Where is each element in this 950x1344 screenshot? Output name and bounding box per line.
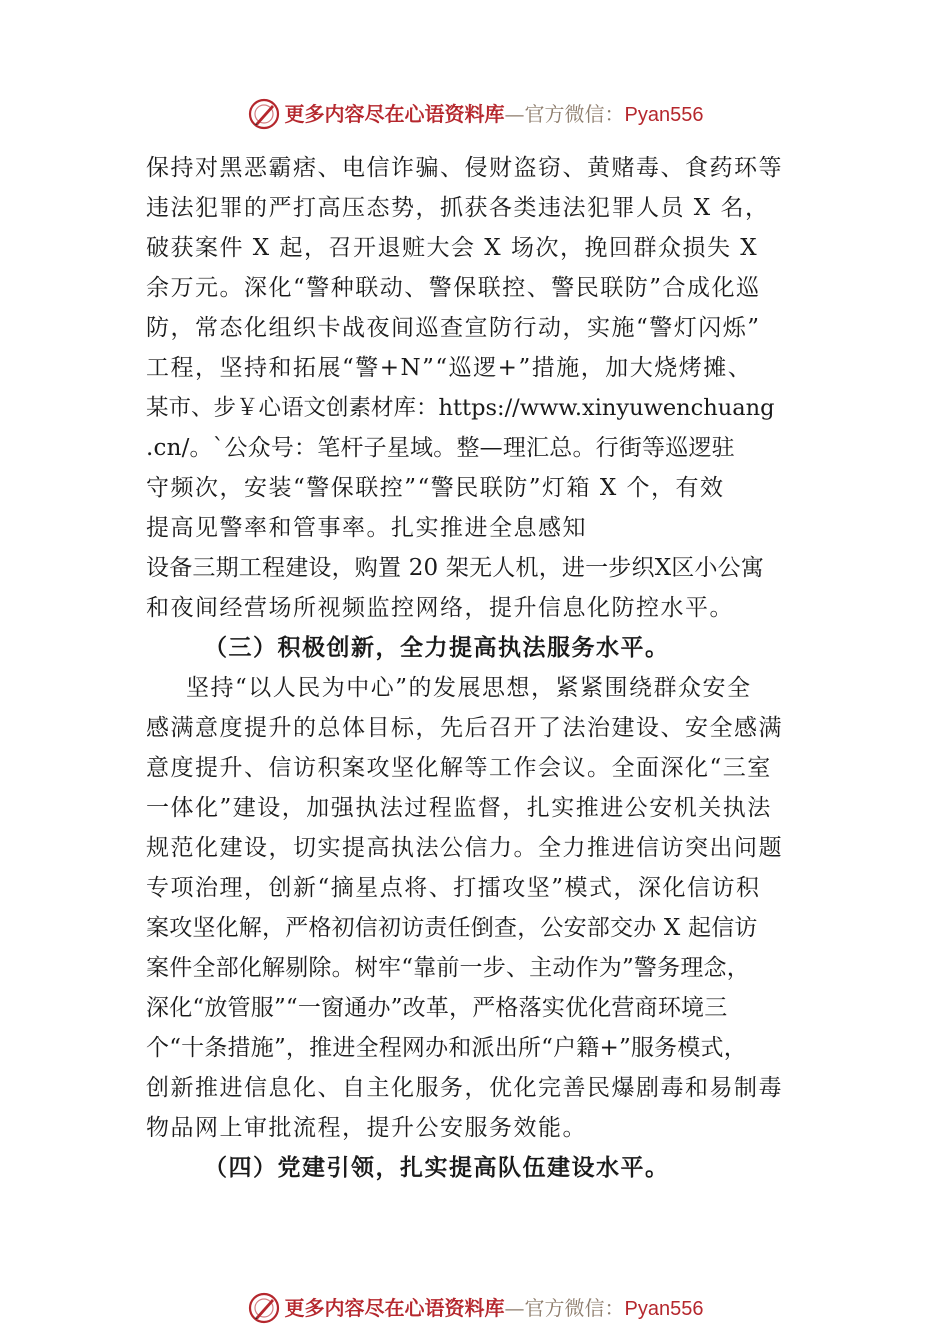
body-line: 案件全部化解剔除。树牢“靠前一步、主动作为”警务理念， [146, 955, 750, 981]
watermark-separator: — [504, 1295, 525, 1320]
body-line: 规范化建设，切实提高执法公信力。全力推进信访突出问题 [146, 835, 783, 861]
footer-watermark [0, 1288, 950, 1328]
watermark-label: 官方微信： [524, 101, 625, 126]
body-line: 物品网上审批流程，提升公安服务效能。 [146, 1115, 587, 1141]
brush-logo-icon [247, 1291, 281, 1325]
watermark-text [285, 97, 704, 132]
body-line: 保持对黑恶霸痞、电信诈骗、侵财盗窃、黄赌毒、食药环等 [146, 155, 783, 181]
section-heading: （三）积极创新，全力提高执法服务水平。 [204, 634, 670, 661]
body-line: 余万元。深化“警种联动、警保联控、警民联防”合成化巡 [146, 275, 761, 301]
watermark-text [285, 1291, 704, 1326]
watermark-main: 更多内容尽在心语资料库 [284, 101, 505, 126]
body-line: 破获案件 X 起，召开退赃大会 X 场次，挽回群众损失 X [146, 235, 759, 261]
document-body [146, 148, 814, 1188]
watermark-main: 更多内容尽在心语资料库 [284, 1295, 505, 1320]
body-line: 坚持“以人民为中心”的发展思想，紧紧围绕群众安全 [186, 675, 752, 701]
body-line: 深化“放管服”“一窗通办”改革，严格落实优化营商环境三 [146, 995, 728, 1021]
header-watermark [0, 94, 950, 134]
body-line: 和夜间经营场所视频监控网络，提升信息化防控水平。 [146, 595, 734, 621]
body-line: 某市、步￥心语文创素材库：https://www.xinyuwenchuang [146, 395, 775, 421]
body-line: 设备三期工程建设，购置 20 架无人机，进一步织X区小公寓 [146, 555, 765, 581]
section-heading: （四）党建引领，扎实提高队伍建设水平。 [204, 1154, 670, 1181]
body-line: 防，常态化组织卡战夜间巡查宣防行动，实施“警灯闪烁” [146, 315, 761, 341]
body-line: 案攻坚化解，严格初信初访责任倒查，公安部交办 X 起信访 [146, 915, 758, 941]
body-line: 意度提升、信访积案攻坚化解等工作会议。全面深化“三室 [146, 755, 772, 781]
body-line: 个“十条措施”，推进全程网办和派出所“户籍+”服务模式， [146, 1035, 747, 1061]
watermark-label: 官方微信： [524, 1295, 625, 1320]
body-line: .cn/。`公众号：笔杆子星域。整—理汇总。行街等巡逻驻 [146, 435, 735, 461]
body-line: 专项治理，创新“摘星点将、打擂攻坚”模式，深化信访积 [146, 875, 761, 901]
watermark-separator: — [504, 101, 525, 126]
body-line: 一体化”建设，加强执法过程监督，扎实推进公安机关执法 [146, 795, 772, 821]
body-line: 创新推进信息化、自主化服务，优化完善民爆剧毒和易制毒 [146, 1075, 783, 1101]
body-line: 提高见警率和管事率。扎实推进全息感知 [146, 515, 587, 541]
body-line: 违法犯罪的严打高压态势，抓获各类违法犯罪人员 X 名， [146, 195, 770, 221]
body-line: 守频次，安装“警保联控”“警民联防”灯箱 X 个，有效 [146, 475, 725, 501]
brush-logo-icon [247, 97, 281, 131]
watermark-wechat-id: Pyan556 [624, 1297, 704, 1320]
body-line: 感满意度提升的总体目标，先后召开了法治建设、安全感满 [146, 715, 783, 741]
body-line: 工程，坚持和拓展“警+N”“巡逻+”措施，加大烧烤摊、 [146, 355, 753, 381]
watermark-wechat-id: Pyan556 [624, 103, 704, 126]
